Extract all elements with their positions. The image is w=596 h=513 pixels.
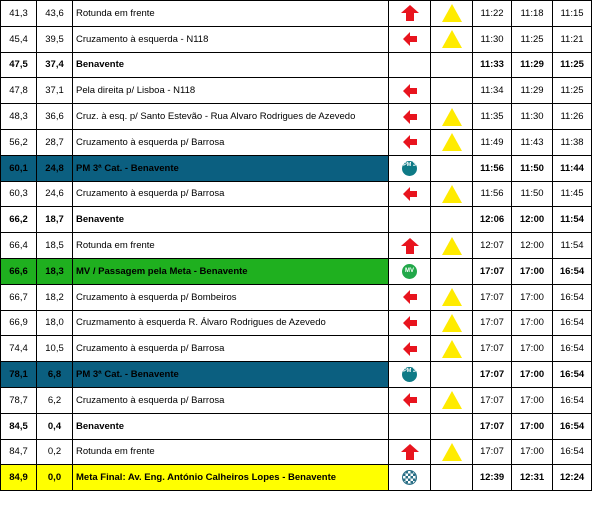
remaining-km-cell: 36,6 [37, 104, 73, 130]
time-slow-cell: 16:54 [553, 284, 592, 310]
time-medium-cell: 11:18 [512, 1, 553, 27]
table-row [1, 284, 592, 310]
warning-cell [431, 310, 473, 336]
remaining-km-cell: 6,2 [37, 387, 73, 413]
km-cell: 78,7 [1, 387, 37, 413]
time-medium-cell: 17:00 [512, 387, 553, 413]
time-fast-cell: 17:07 [473, 336, 512, 362]
time-medium-cell: 11:50 [512, 181, 553, 207]
time-medium-cell: 11:43 [512, 129, 553, 155]
direction-cell [389, 1, 431, 27]
time-fast-cell: 11:33 [473, 52, 512, 78]
time-medium-cell: 17:00 [512, 258, 553, 284]
description-cell: Cruzmamento à esquerda R. Álvaro Rodrigues de Azevedo [73, 310, 389, 336]
warning-cell [431, 207, 473, 233]
table-row [1, 155, 592, 181]
arrow-left-icon [402, 289, 418, 305]
km-cell: 84,7 [1, 439, 37, 465]
warning-cell [431, 52, 473, 78]
description-cell: Benavente [73, 52, 389, 78]
time-medium-cell: 12:00 [512, 233, 553, 259]
km-cell: 47,5 [1, 52, 37, 78]
table-row [1, 129, 592, 155]
description-cell: Cruzamento à esquerda p/ Bombeiros [73, 284, 389, 310]
arrow-left-icon [402, 341, 418, 357]
km-cell: 48,3 [1, 104, 37, 130]
description-cell: MV / Passagem pela Meta - Benavente [73, 258, 389, 284]
description-cell: Benavente [73, 207, 389, 233]
time-medium-cell: 11:29 [512, 52, 553, 78]
remaining-km-cell: 0,0 [37, 465, 73, 491]
description-cell: Cruzamento à esquerda p/ Barrosa [73, 129, 389, 155]
time-medium-cell: 17:00 [512, 362, 553, 388]
arrow-up-icon [401, 5, 419, 21]
time-slow-cell: 16:54 [553, 387, 592, 413]
warning-triangle-icon [441, 287, 463, 307]
table-row [1, 258, 592, 284]
time-slow-cell: 11:21 [553, 26, 592, 52]
time-fast-cell: 17:07 [473, 284, 512, 310]
km-cell: 74,4 [1, 336, 37, 362]
km-cell: 84,5 [1, 413, 37, 439]
time-slow-cell: 11:26 [553, 104, 592, 130]
time-fast-cell: 17:07 [473, 387, 512, 413]
warning-cell [431, 155, 473, 181]
time-fast-cell: 11:56 [473, 155, 512, 181]
direction-cell [389, 362, 431, 388]
table-row [1, 310, 592, 336]
arrow-left-icon [402, 186, 418, 202]
remaining-km-cell: 0,4 [37, 413, 73, 439]
remaining-km-cell: 24,8 [37, 155, 73, 181]
arrow-left-icon [402, 134, 418, 150]
description-cell: Cruzamento à esquerda p/ Barrosa [73, 181, 389, 207]
table-row [1, 78, 592, 104]
time-slow-cell: 16:54 [553, 258, 592, 284]
table-row [1, 104, 592, 130]
direction-cell [389, 336, 431, 362]
direction-cell [389, 207, 431, 233]
time-medium-cell: 17:00 [512, 439, 553, 465]
description-cell: Meta Final: Av. Eng. António Calheiros Lopes - Benavente [73, 465, 389, 491]
time-slow-cell: 16:54 [553, 310, 592, 336]
remaining-km-cell: 10,5 [37, 336, 73, 362]
remaining-km-cell: 43,6 [37, 1, 73, 27]
warning-cell [431, 284, 473, 310]
arrow-up-icon [401, 444, 419, 460]
time-slow-cell: 12:24 [553, 465, 592, 491]
time-fast-cell: 11:35 [473, 104, 512, 130]
table-row [1, 336, 592, 362]
warning-cell [431, 439, 473, 465]
time-fast-cell: 12:07 [473, 233, 512, 259]
time-fast-cell: 11:49 [473, 129, 512, 155]
time-fast-cell: 11:22 [473, 1, 512, 27]
warning-cell [431, 336, 473, 362]
flying-finish-badge-icon: MV [402, 264, 417, 279]
km-cell: 66,7 [1, 284, 37, 310]
time-medium-cell: 11:30 [512, 104, 553, 130]
remaining-km-cell: 18,3 [37, 258, 73, 284]
time-medium-cell: 12:31 [512, 465, 553, 491]
warning-cell [431, 362, 473, 388]
table-row [1, 181, 592, 207]
description-cell: Rotunda em frente [73, 233, 389, 259]
km-cell: 66,2 [1, 207, 37, 233]
direction-cell [389, 465, 431, 491]
time-slow-cell: 16:54 [553, 439, 592, 465]
time-fast-cell: 17:07 [473, 310, 512, 336]
direction-cell [389, 284, 431, 310]
warning-triangle-icon [441, 442, 463, 462]
km-cell: 56,2 [1, 129, 37, 155]
time-slow-cell: 16:54 [553, 336, 592, 362]
time-slow-cell: 11:15 [553, 1, 592, 27]
time-medium-cell: 11:50 [512, 155, 553, 181]
warning-cell [431, 104, 473, 130]
direction-cell [389, 413, 431, 439]
direction-cell [389, 310, 431, 336]
arrow-left-icon [402, 109, 418, 125]
mountain-prize-badge-icon: PM 3 [402, 367, 417, 382]
km-cell: 60,1 [1, 155, 37, 181]
direction-cell [389, 387, 431, 413]
time-medium-cell: 11:25 [512, 26, 553, 52]
time-fast-cell: 12:39 [473, 465, 512, 491]
remaining-km-cell: 18,0 [37, 310, 73, 336]
warning-triangle-icon [441, 184, 463, 204]
warning-cell [431, 1, 473, 27]
km-cell: 47,8 [1, 78, 37, 104]
warning-cell [431, 465, 473, 491]
warning-triangle-icon [441, 3, 463, 23]
table-row [1, 465, 592, 491]
description-cell: Rotunda em frente [73, 439, 389, 465]
km-cell: 45,4 [1, 26, 37, 52]
description-cell: Cruz. à esq. p/ Santo Estevão - Rua Alvaro Rodrigues de Azevedo [73, 104, 389, 130]
time-slow-cell: 11:45 [553, 181, 592, 207]
warning-cell [431, 233, 473, 259]
remaining-km-cell: 37,4 [37, 52, 73, 78]
remaining-km-cell: 37,1 [37, 78, 73, 104]
time-medium-cell: 17:00 [512, 284, 553, 310]
time-slow-cell: 11:25 [553, 78, 592, 104]
km-cell: 66,9 [1, 310, 37, 336]
warning-cell [431, 413, 473, 439]
remaining-km-cell: 39,5 [37, 26, 73, 52]
km-cell: 41,3 [1, 1, 37, 27]
remaining-km-cell: 18,5 [37, 233, 73, 259]
time-slow-cell: 16:54 [553, 413, 592, 439]
table-row [1, 207, 592, 233]
time-slow-cell: 11:54 [553, 233, 592, 259]
warning-cell [431, 78, 473, 104]
warning-cell [431, 181, 473, 207]
arrow-up-icon [401, 238, 419, 254]
arrow-left-icon [402, 392, 418, 408]
arrow-left-icon [402, 83, 418, 99]
time-fast-cell: 17:07 [473, 258, 512, 284]
time-fast-cell: 11:30 [473, 26, 512, 52]
time-medium-cell: 17:00 [512, 310, 553, 336]
time-medium-cell: 17:00 [512, 336, 553, 362]
route-table-body [1, 1, 592, 491]
direction-cell [389, 129, 431, 155]
km-cell: 66,4 [1, 233, 37, 259]
warning-cell [431, 387, 473, 413]
time-fast-cell: 12:06 [473, 207, 512, 233]
warning-triangle-icon [441, 107, 463, 127]
remaining-km-cell: 0,2 [37, 439, 73, 465]
warning-triangle-icon [441, 236, 463, 256]
time-fast-cell: 17:07 [473, 413, 512, 439]
direction-cell [389, 26, 431, 52]
time-slow-cell: 11:25 [553, 52, 592, 78]
direction-cell [389, 155, 431, 181]
description-cell: PM 3ª Cat. - Benavente [73, 155, 389, 181]
mountain-prize-badge-icon: PM 3 [402, 161, 417, 176]
table-row [1, 387, 592, 413]
description-cell: Cruzamento à esquerda p/ Barrosa [73, 336, 389, 362]
description-cell: Cruzamento à esquerda - N118 [73, 26, 389, 52]
remaining-km-cell: 18,2 [37, 284, 73, 310]
table-row [1, 52, 592, 78]
warning-cell [431, 26, 473, 52]
table-row [1, 362, 592, 388]
table-row [1, 413, 592, 439]
arrow-left-icon [402, 31, 418, 47]
time-medium-cell: 11:29 [512, 78, 553, 104]
table-row [1, 1, 592, 27]
description-cell: Rotunda em frente [73, 1, 389, 27]
time-fast-cell: 17:07 [473, 439, 512, 465]
table-row [1, 26, 592, 52]
km-cell: 60,3 [1, 181, 37, 207]
description-cell: Cruzamento à esquerda p/ Barrosa [73, 387, 389, 413]
remaining-km-cell: 6,8 [37, 362, 73, 388]
direction-cell [389, 52, 431, 78]
description-cell: Pela direita p/ Lisboa - N118 [73, 78, 389, 104]
direction-cell [389, 181, 431, 207]
description-cell: Benavente [73, 413, 389, 439]
time-fast-cell: 17:07 [473, 362, 512, 388]
warning-triangle-icon [441, 313, 463, 333]
time-medium-cell: 17:00 [512, 413, 553, 439]
table-row [1, 439, 592, 465]
direction-cell [389, 78, 431, 104]
time-slow-cell: 11:38 [553, 129, 592, 155]
description-cell: PM 3ª Cat. - Benavente [73, 362, 389, 388]
km-cell: 66,6 [1, 258, 37, 284]
warning-triangle-icon [441, 29, 463, 49]
direction-cell [389, 439, 431, 465]
time-slow-cell: 11:44 [553, 155, 592, 181]
remaining-km-cell: 28,7 [37, 129, 73, 155]
time-fast-cell: 11:34 [473, 78, 512, 104]
time-fast-cell: 11:56 [473, 181, 512, 207]
warning-triangle-icon [441, 390, 463, 410]
warning-triangle-icon [441, 339, 463, 359]
checkered-flag-icon [402, 470, 417, 485]
direction-cell [389, 104, 431, 130]
km-cell: 84,9 [1, 465, 37, 491]
remaining-km-cell: 24,6 [37, 181, 73, 207]
time-slow-cell: 16:54 [553, 362, 592, 388]
arrow-left-icon [402, 315, 418, 331]
direction-cell [389, 258, 431, 284]
time-medium-cell: 12:00 [512, 207, 553, 233]
km-cell: 78,1 [1, 362, 37, 388]
remaining-km-cell: 18,7 [37, 207, 73, 233]
warning-cell [431, 258, 473, 284]
time-slow-cell: 11:54 [553, 207, 592, 233]
direction-cell [389, 233, 431, 259]
warning-cell [431, 129, 473, 155]
table-row [1, 233, 592, 259]
warning-triangle-icon [441, 132, 463, 152]
